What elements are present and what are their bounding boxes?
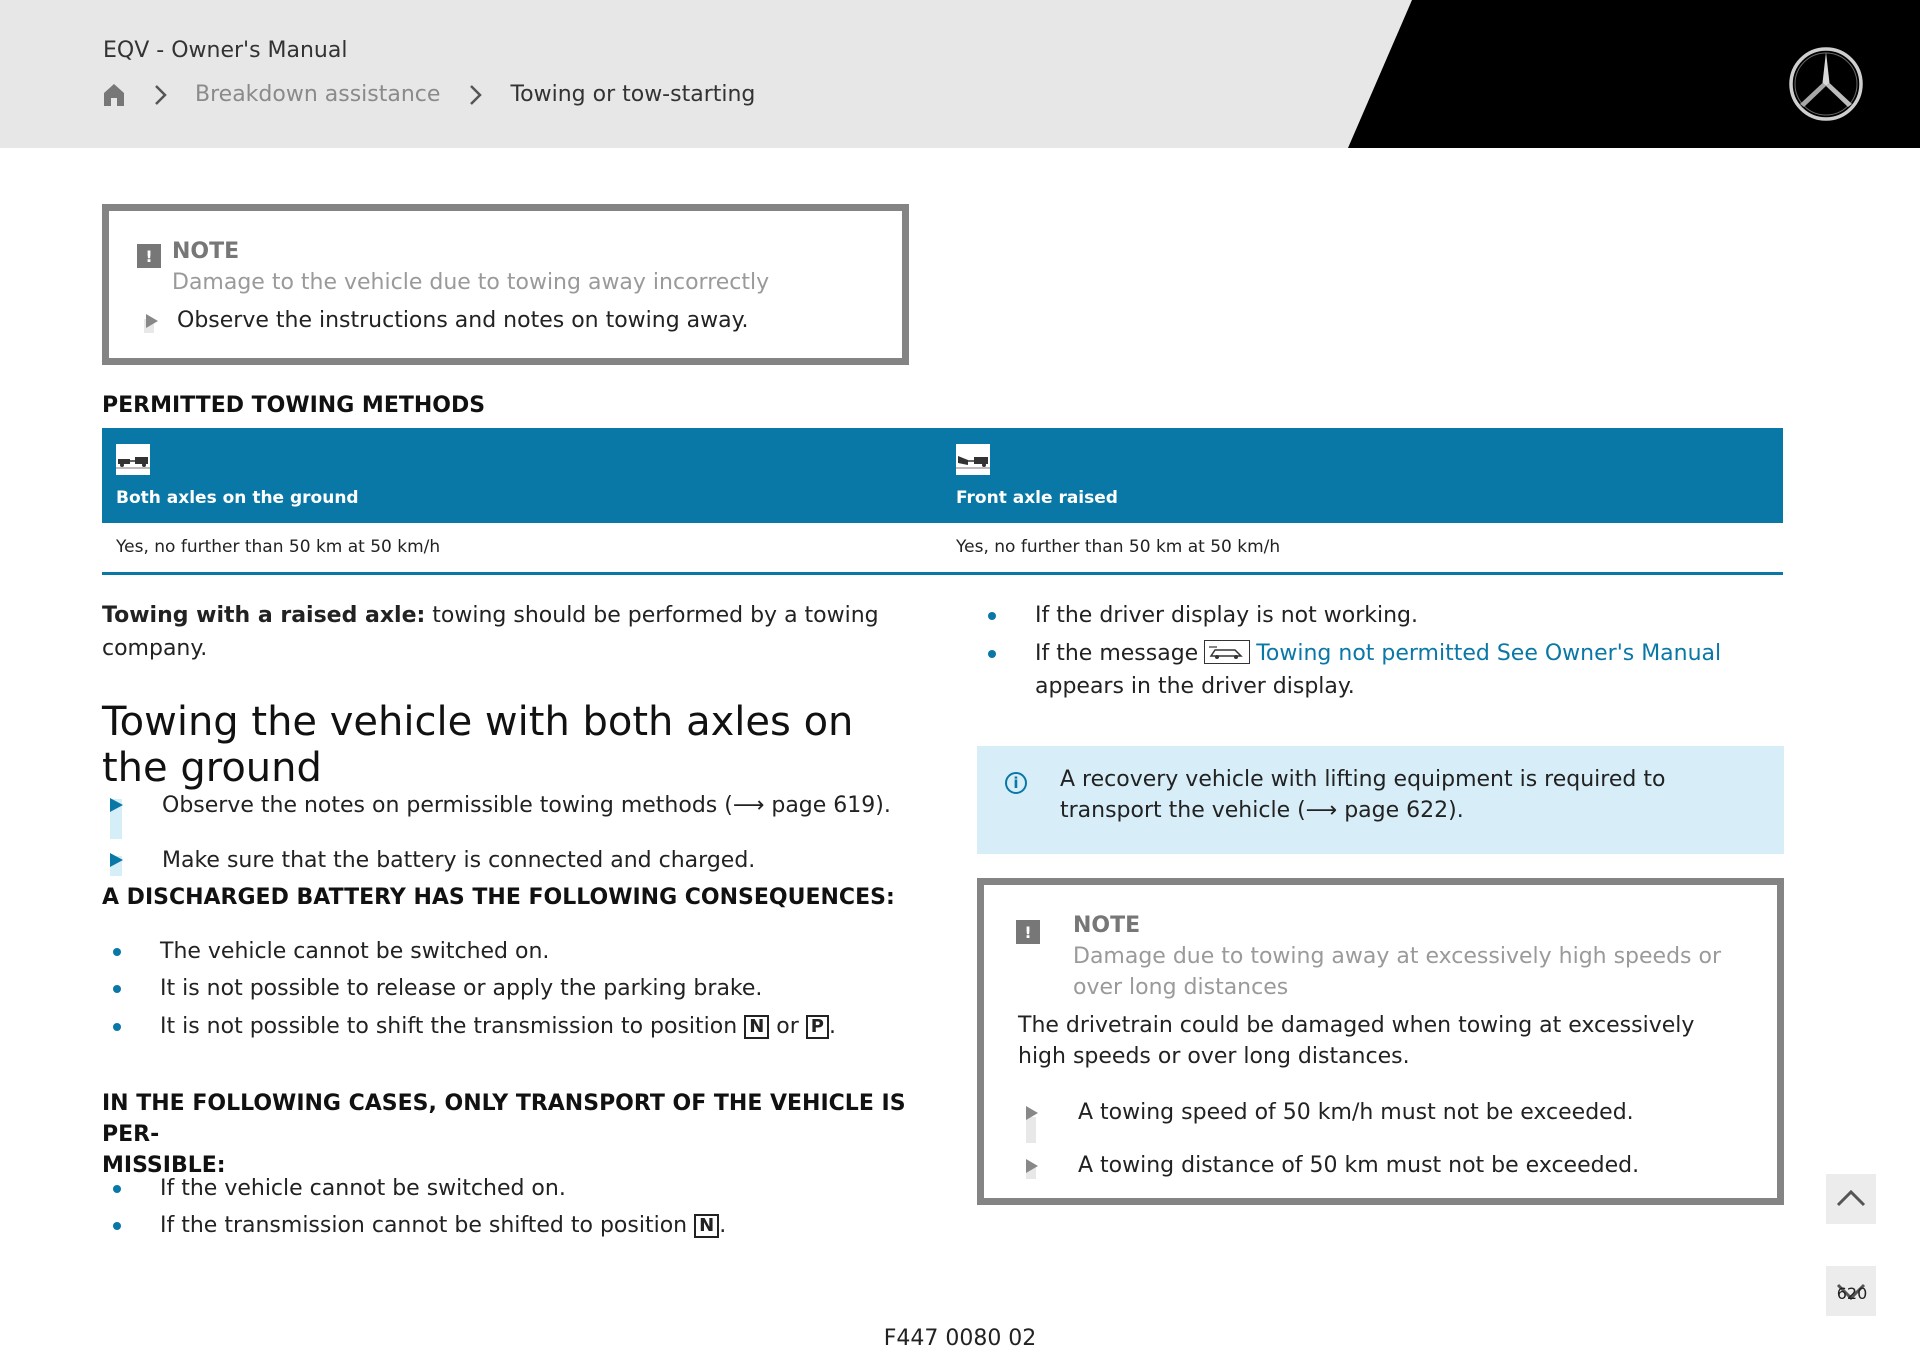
raised-axle-label: Towing with a raised axle: bbox=[102, 603, 426, 628]
step-arrow-icon bbox=[110, 798, 123, 812]
step-arrow-icon bbox=[1026, 1159, 1038, 1173]
list-item: If the vehicle cannot be switched on. bbox=[160, 1176, 566, 1201]
note-subtitle: Damage to the vehicle due to towing away incorrectly bbox=[172, 270, 770, 295]
message-after-text: appears in the driver display. bbox=[1035, 674, 1355, 699]
step-arrow-icon bbox=[1026, 1106, 1038, 1120]
raised-axle-body: towing should be performed by a towing company. bbox=[102, 603, 879, 661]
gear-position-p: P bbox=[806, 1015, 829, 1039]
front-axle-raised-icon bbox=[956, 444, 990, 475]
document-title: EQV - Owner's Manual bbox=[103, 38, 348, 63]
note-box-towing-incorrectly bbox=[102, 204, 909, 365]
towing-message-icon bbox=[1204, 640, 1250, 664]
breadcrumb-current: Towing or tow-starting bbox=[510, 82, 756, 107]
or-text: or bbox=[776, 1014, 799, 1039]
raised-axle-text bbox=[102, 599, 922, 665]
mercedes-star-logo[interactable] bbox=[1788, 46, 1864, 122]
list-item-transmission: If the transmission cannot be shifted to position N . bbox=[160, 1213, 727, 1238]
table-bottom-rule bbox=[102, 572, 1783, 575]
table-cell-front-axle: Yes, no further than 50 km at 50 km/h bbox=[956, 537, 1281, 557]
page-header bbox=[0, 0, 1920, 148]
scroll-up-button[interactable] bbox=[1826, 1174, 1876, 1224]
step-arrow-icon bbox=[110, 853, 123, 867]
transport-heading bbox=[102, 1088, 922, 1181]
chevron-right-icon bbox=[153, 84, 167, 106]
transport-heading-line2: MISSIBLE: bbox=[102, 1153, 226, 1178]
note-title: NOTE bbox=[172, 239, 240, 264]
bullet-dot bbox=[113, 948, 121, 956]
list-item: If the driver display is not working. bbox=[1035, 603, 1418, 628]
warning-note-icon: ! bbox=[137, 244, 161, 268]
chevron-up-icon bbox=[1826, 1174, 1876, 1224]
bullet-dot bbox=[113, 1222, 121, 1230]
list-item-text: It is not possible to shift the transmission to position bbox=[160, 1014, 738, 1039]
bullet-dot bbox=[988, 612, 996, 620]
both-axles-icon bbox=[116, 444, 150, 475]
warning-note-icon: ! bbox=[1016, 920, 1040, 944]
step-arrow-icon bbox=[146, 314, 158, 328]
table-cell-both-axles: Yes, no further than 50 km at 50 km/h bbox=[116, 537, 441, 557]
towing-methods-table-header bbox=[102, 428, 1783, 523]
gear-position-n: N bbox=[694, 1214, 719, 1238]
step-marker-shadow bbox=[1026, 1117, 1036, 1143]
note-step: Observe the instructions and notes on towing away. bbox=[177, 308, 749, 333]
column-label-both-axles: Both axles on the ground bbox=[116, 488, 359, 508]
bullet-dot bbox=[988, 650, 996, 658]
note-title: NOTE bbox=[1073, 913, 1141, 938]
step-observe-notes: Observe the notes on permissible towing methods (⟶ page 619). bbox=[162, 793, 891, 818]
permitted-towing-heading: PERMITTED TOWING METHODS bbox=[102, 393, 486, 418]
list-item-text: If the message bbox=[1035, 641, 1199, 666]
page-number: 620 bbox=[1836, 1284, 1868, 1303]
breadcrumb-link-breakdown[interactable]: Breakdown assistance bbox=[195, 82, 441, 107]
section-heading: Towing the vehicle with both axles on the ground bbox=[102, 698, 854, 791]
step-battery: Make sure that the battery is connected and charged. bbox=[162, 848, 756, 873]
note-subtitle: Damage due to towing away at excessively high speeds or over long distances bbox=[1073, 944, 1722, 1000]
info-box-recovery-vehicle bbox=[977, 746, 1784, 854]
list-item-shift: It is not possible to shift the transmission to position N or P . bbox=[160, 1014, 836, 1039]
info-text: A recovery vehicle with lifting equipment is required to transport the vehicle (⟶ page 622). bbox=[1060, 767, 1666, 823]
list-item-message bbox=[1035, 637, 1795, 703]
chevron-right-icon bbox=[468, 84, 482, 106]
column-label-front-axle: Front axle raised bbox=[956, 488, 1118, 508]
bullet-dot bbox=[113, 1185, 121, 1193]
header-black-corner bbox=[0, 0, 1920, 148]
note-box-towing-speed bbox=[977, 878, 1784, 1205]
both-axles-icon bbox=[116, 444, 150, 475]
breadcrumb bbox=[103, 82, 755, 107]
footer-code: F447 0080 02 bbox=[883, 1326, 1037, 1351]
front-axle-raised-icon bbox=[956, 444, 990, 475]
gear-position-n: N bbox=[744, 1015, 769, 1039]
bullet-dot bbox=[113, 1023, 121, 1031]
discharged-battery-heading: A DISCHARGED BATTERY HAS THE FOLLOWING CONSEQUENCES: bbox=[102, 885, 895, 910]
bullet-dot bbox=[113, 985, 121, 993]
note-body: The drivetrain could be damaged when towing at excessively high speeds or over long distances. bbox=[1018, 1013, 1695, 1069]
list-item-text: If the transmission cannot be shifted to position bbox=[160, 1213, 688, 1238]
list-item: The vehicle cannot be switched on. bbox=[160, 939, 550, 964]
list-item: It is not possible to release or apply the parking brake. bbox=[160, 976, 763, 1001]
home-icon[interactable] bbox=[103, 83, 125, 107]
transport-heading-line1: IN THE FOLLOWING CASES, ONLY TRANSPORT OF THE VEHICLE IS PER- bbox=[102, 1091, 906, 1147]
note-step: A towing distance of 50 km must not be exceeded. bbox=[1078, 1153, 1640, 1178]
info-icon: i bbox=[1005, 772, 1027, 794]
towing-not-permitted-link[interactable]: Towing not permitted See Owner's Manual bbox=[1256, 641, 1722, 666]
note-step: A towing speed of 50 km/h must not be exceeded. bbox=[1078, 1100, 1634, 1125]
